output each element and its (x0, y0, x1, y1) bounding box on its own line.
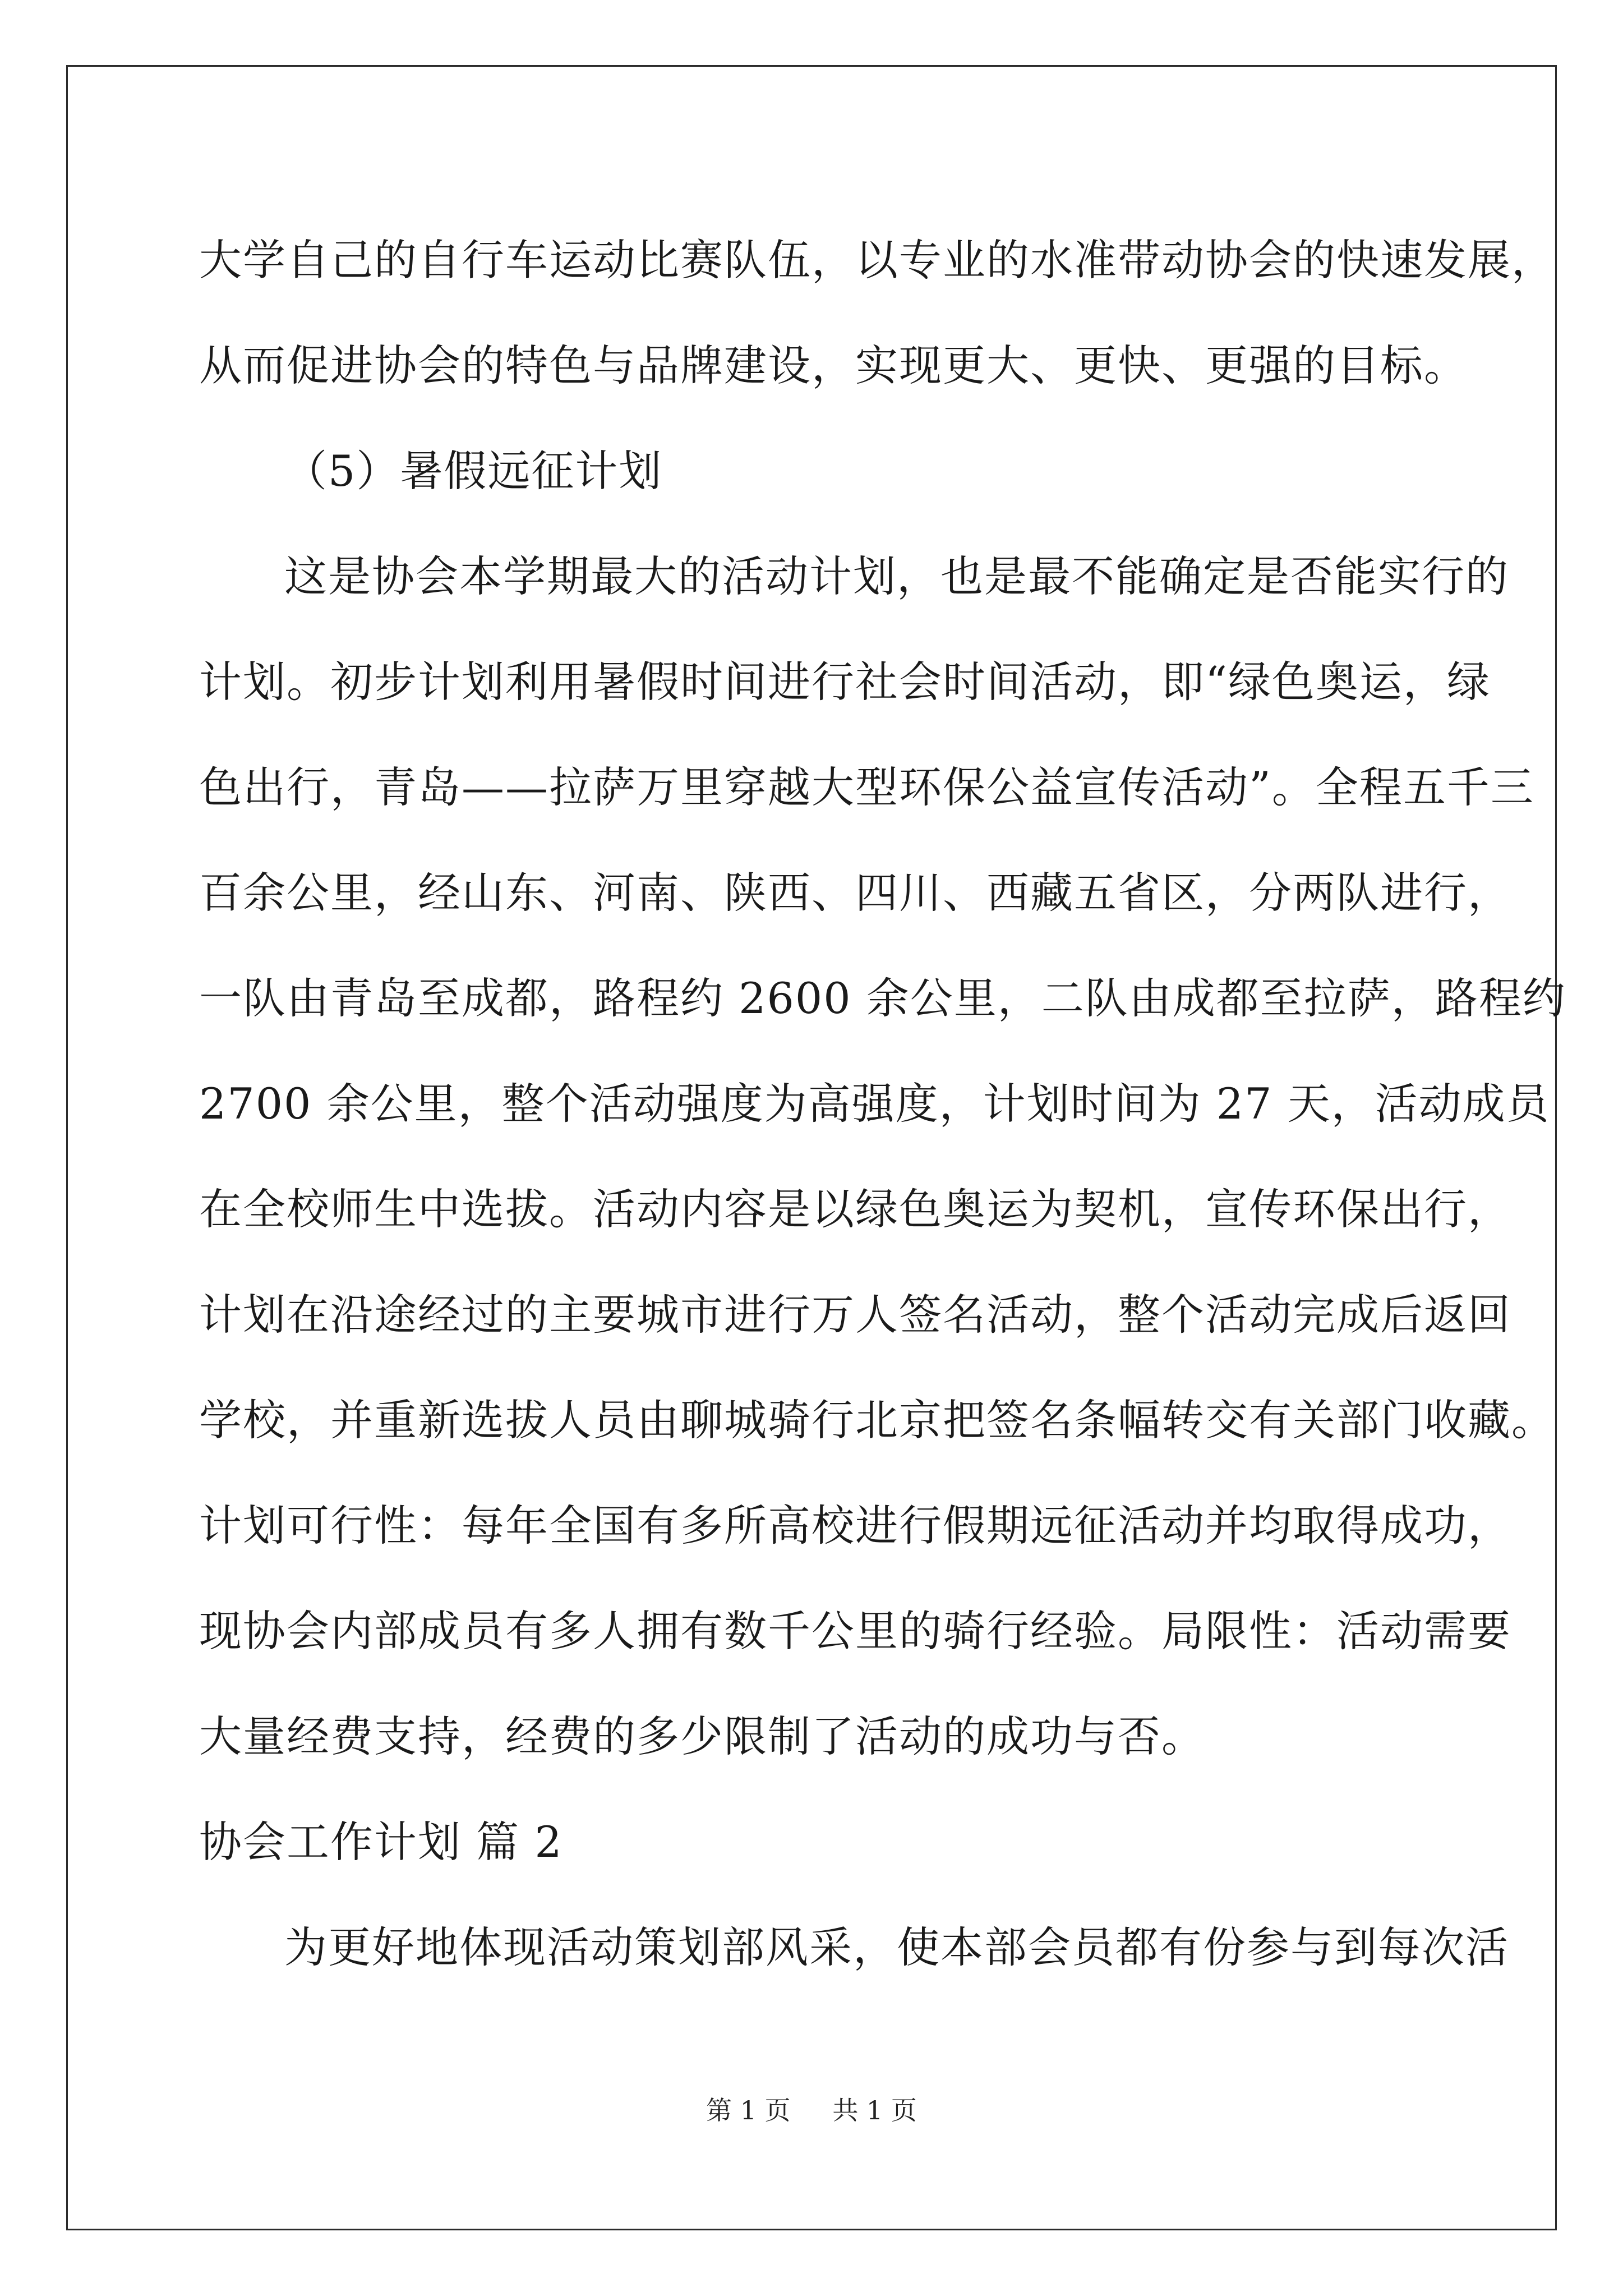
text-line-13: 计划可行性：每年全国有多所高校进行假期远征活动并均取得成功， (199, 1501, 1511, 1550)
text-line-17: 为更好地体现活动策划部风采，使本部会员都有份参与到每次活 (284, 1922, 1509, 1972)
text-line-7: 百余公里，经山东、河南、陕西、四川、西藏五省区，分两队进行， (199, 868, 1511, 918)
page-total: 共 1 页 (832, 2095, 917, 2125)
text-line-8: 一队由青岛至成都，路程约 2600 余公里，二队由成都至拉萨，路程约 (199, 973, 1566, 1023)
document-body (199, 208, 1566, 2000)
text-line-9: 2700 余公里，整个活动强度为高强度，计划时间为 27 天，活动成员 (199, 1079, 1550, 1129)
text-line-10: 在全校师生中选拔。活动内容是以绿色奥运为契机，宣传环保出行， (199, 1184, 1511, 1234)
text-line-11: 计划在沿途经过的主要城市进行万人签名活动，整个活动完成后返回 (199, 1290, 1511, 1340)
text-line-2: 从而促进协会的特色与品牌建设，实现更大、更快、更强的目标。 (199, 341, 1468, 390)
page-footer (0, 2093, 1623, 2127)
text-line-14: 现协会内部成员有多人拥有数千公里的骑行经验。局限性：活动需要 (199, 1606, 1511, 1656)
text-line-1: 大学自己的自行车运动比赛队伍，以专业的水准带动协会的快速发展， (199, 235, 1555, 285)
section-heading-summer-expedition: （5）暑假远征计划 (284, 446, 663, 496)
page-number: 第 1 页 (706, 2095, 791, 2125)
text-line-4: 这是协会本学期最大的活动计划，也是最不能确定是否能实行的 (284, 551, 1509, 601)
text-line-5: 计划。初步计划利用暑假时间进行社会时间活动，即“绿色奥运，绿 (199, 657, 1491, 707)
section-heading-plan-2: 协会工作计划 篇 2 (199, 1817, 563, 1867)
text-line-12: 学校，并重新选拔人员由聊城骑行北京把签名条幅转交有关部门收藏。 (199, 1395, 1555, 1445)
text-line-6: 色出行，青岛——拉萨万里穿越大型环保公益宣传活动”。全程五千三 (199, 762, 1534, 812)
text-line-15: 大量经费支持，经费的多少限制了活动的成功与否。 (199, 1711, 1205, 1761)
